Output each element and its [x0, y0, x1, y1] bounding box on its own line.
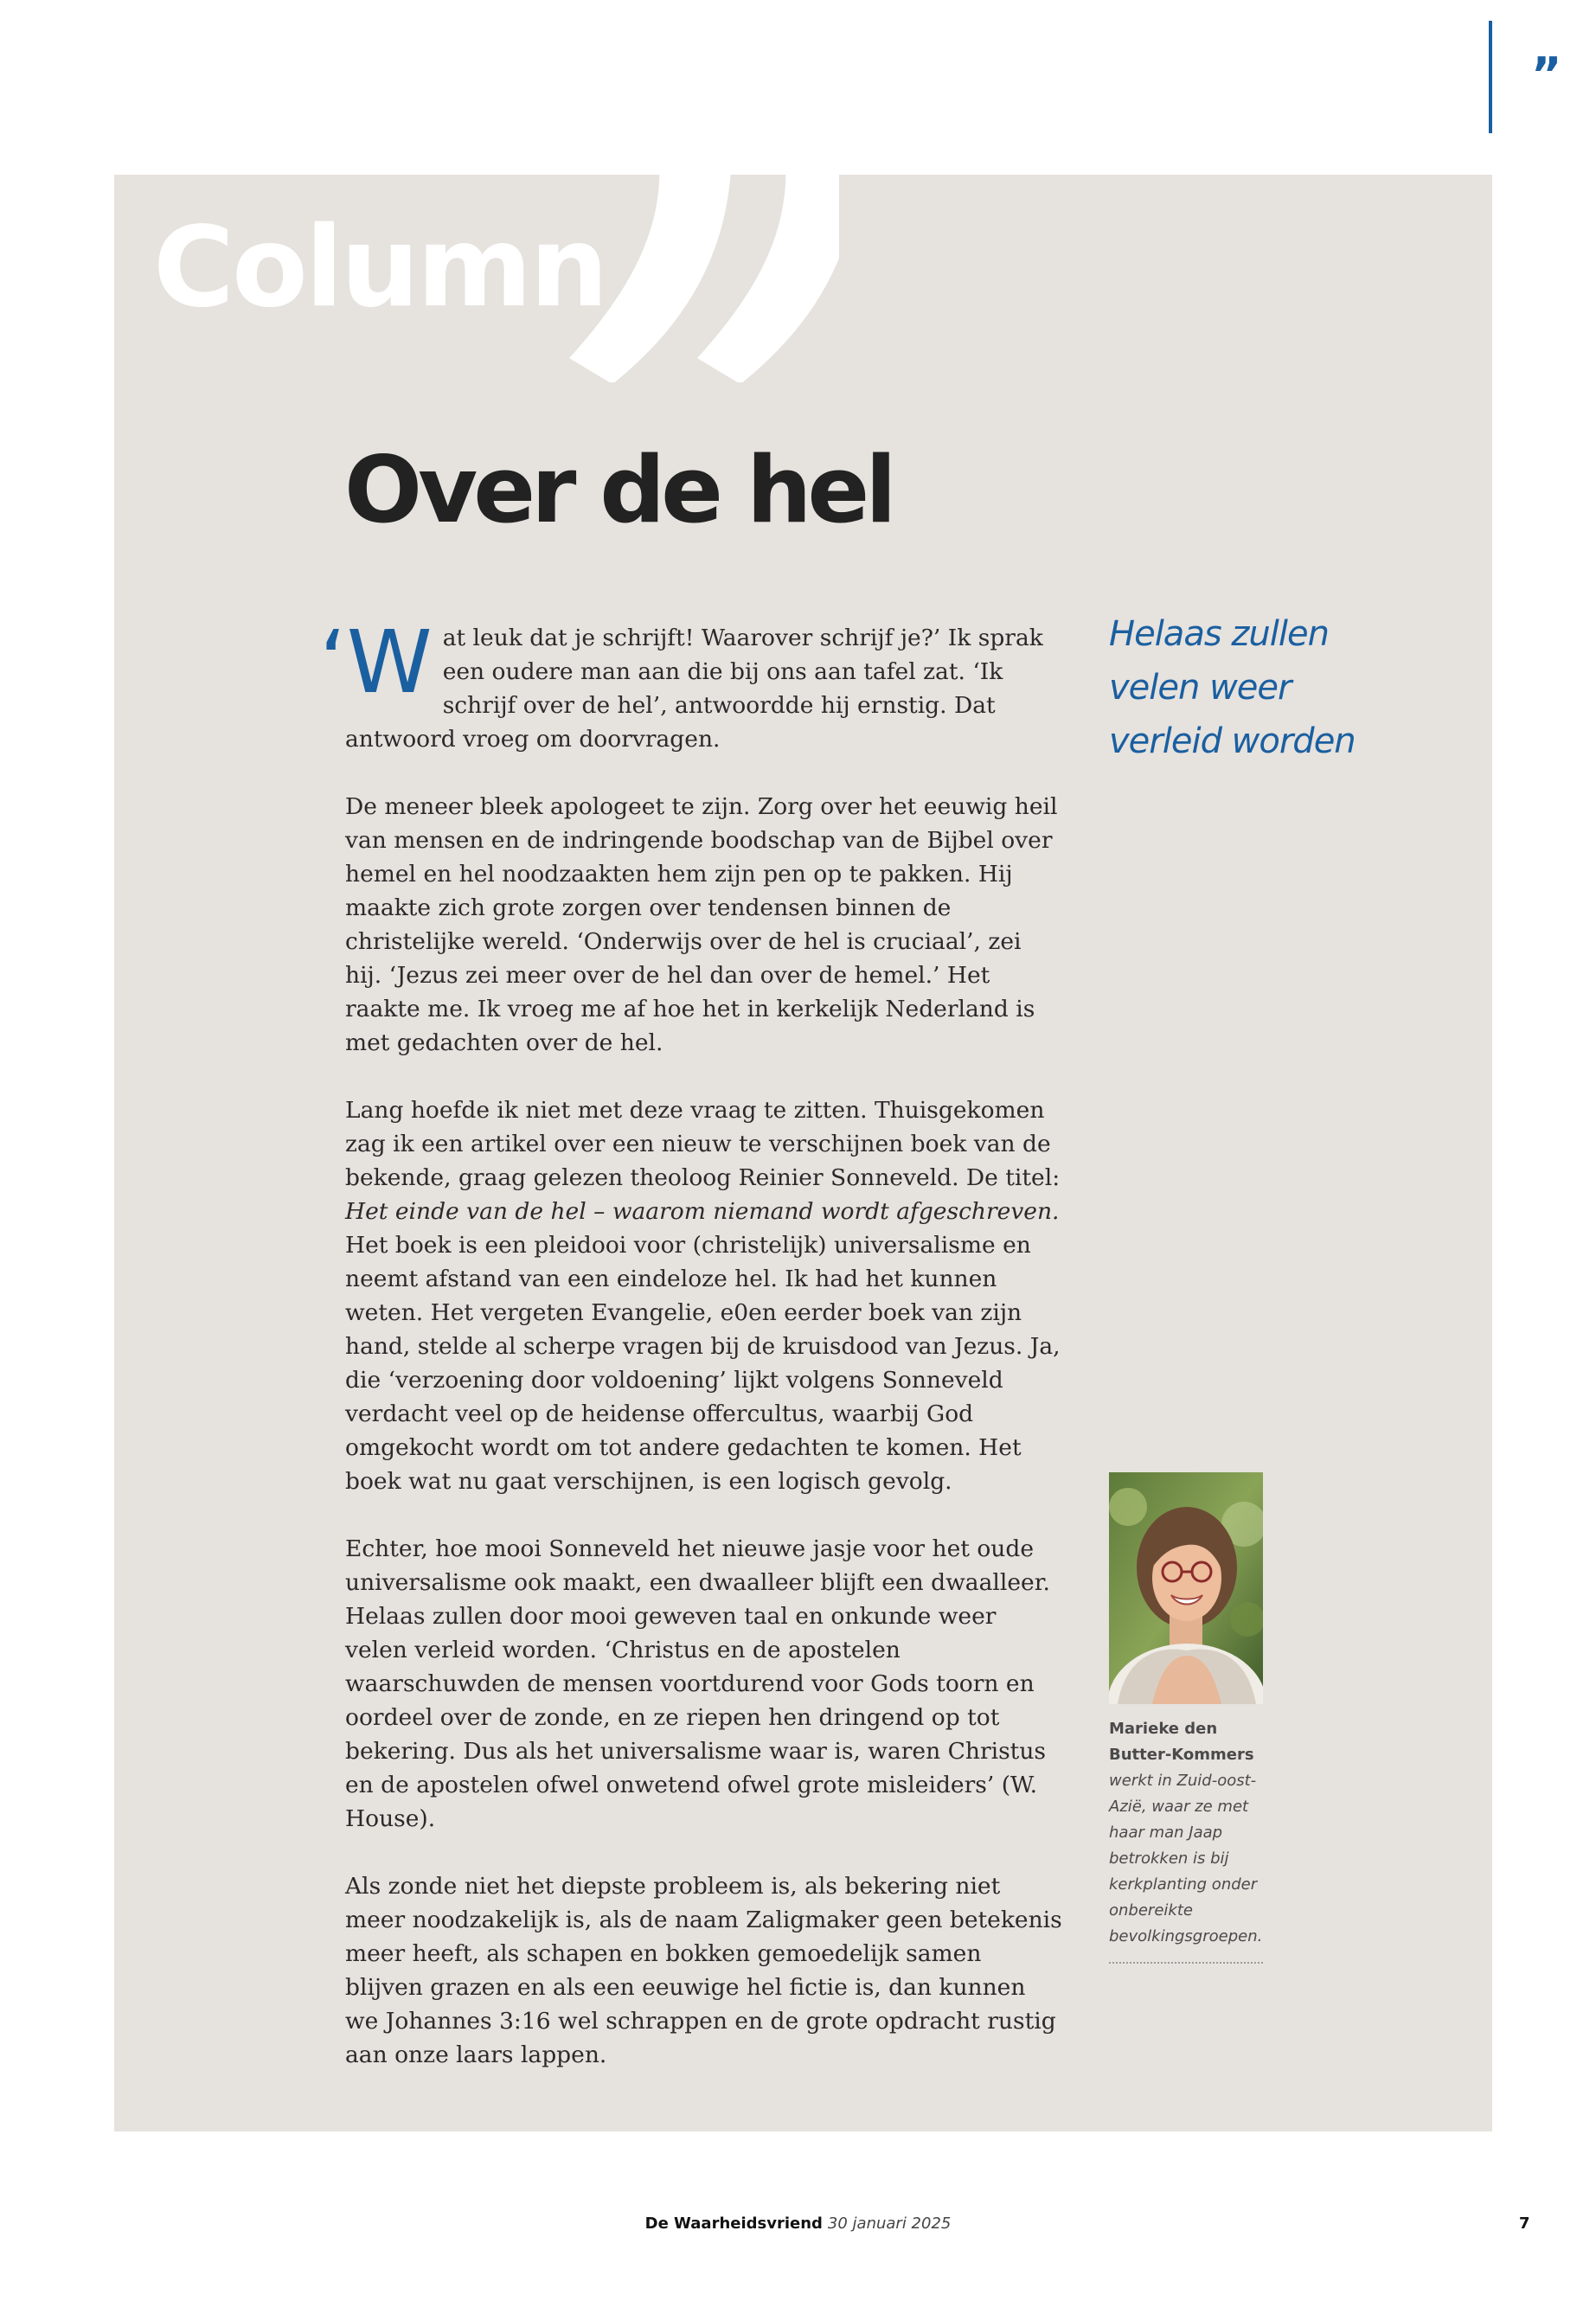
- issue-date: 30 januari 2025: [827, 2214, 952, 2233]
- intro-paragraph: ‘W at leuk dat je schrijft! Waarover schrijf je?’ Ik sprak een oudere man aan die bij ons aan tafel zat. ‘Ik schrijf over de hel’, antwoordde hij ernstig. Dat antwoord vroeg om doorvragen.: [319, 612, 1043, 753]
- author-description: werkt in Zuid-oost-Azië, waar ze met haar man Jaap betrokken is bij kerkplanting onder onbereikte bevolkingsgroepen.: [1109, 1772, 1263, 1945]
- body-paragraph: De meneer bleek apologeet te zijn. Zorg over het eeuwig heil van mensen en de indringende boodschap van de Bijbel over hemel en hel noodzaakten hem zijn pen op te pakken. Hij maakte zich grote zorgen over tendensen binnen de christelijke wereld. ‘Onderwijs over de hel is cruciaal’, zei hij. ‘Jezus zei meer over de hel dan over de hemel.’ Het raakte me. Ik vroeg me af hoe het in kerkelijk Nederland is met gedachten over de hel.: [345, 793, 1058, 1056]
- article-body: [319, 612, 1063, 2106]
- corner-rule: [1489, 21, 1492, 133]
- author-name: Marieke den Butter-Kommers: [1109, 1720, 1254, 1764]
- body-paragraph: Echter, hoe mooi Sonneveld het nieuwe jasje voor het oude universalisme ook maakt, een dwaalleer blijft een dwaalleer. Helaas zullen door mooi geweven taal en onkunde weer velen verleid worden. ‘Christus en de apostelen waarschuwden de mensen voortdurend voor Gods toorn en oordeel over de zonde, en ze riepen hen dringend op tot bekering. Dus als het universalisme waar is, waren Christus en de apostelen ofwel onwetend ofwel grote misleiders’ (W. House).: [345, 1535, 1050, 1832]
- pull-quote: Helaas zullen velen weer verleid worden: [1109, 614, 1356, 761]
- bio-divider: [1109, 1962, 1263, 1964]
- page-footer: [0, 2214, 1596, 2233]
- article-title: Over de hel: [344, 437, 893, 543]
- drop-cap: ‘W: [319, 612, 433, 713]
- corner-quote-mark: ”: [1531, 48, 1562, 102]
- publication-name: De Waarheidsvriend: [644, 2214, 823, 2233]
- body-paragraph: Als zonde niet het diepste probleem is, als bekering niet meer noodzakelijk is, als de naam Zaligmaker geen betekenis meer heeft, als schapen en bokken gemoedelijk samen blijven grazen en als een eeuwige hel fictie is, dan kunnen we Johannes 3:16 wel schrappen en de grote opdracht rustig aan onze laars lappen.: [345, 1873, 1062, 2068]
- book-title: Het einde van de hel – waarom niemand wordt afgeschreven.: [345, 1198, 1060, 1225]
- author-photo: [1109, 1472, 1263, 1704]
- author-bio: [1109, 1716, 1265, 1950]
- column-panel: [114, 175, 1492, 2131]
- body-paragraph: Lang hoefde ik niet met deze vraag te zitten. Thuisgekomen zag ik een artikel over een nieuw te verschijnen boek van de bekende, graag gelezen theoloog Reinier Sonneveld. De titel: Het einde van de hel – waarom niemand wordt afgeschreven. Het boek is een pleidooi voor (christelijk) universalisme en neemt afstand van een eindeloze hel. Ik had het kunnen weten. Het vergeten Evangelie, e0en eerder boek van zijn hand, stelde al scherpe vragen bij de kruisdood van Jezus. Ja, die ‘verzoening door voldoening’ lijkt volgens Sonneveld verdacht veel op de heidense offercultus, waarbij God omgekocht wordt om tot andere gedachten te komen. Het boek wat nu gaat verschijnen, is een logisch gevolg.: [345, 1097, 1061, 1495]
- page-number: 7: [1519, 2214, 1530, 2233]
- section-label: Column: [153, 203, 606, 332]
- quote-mark-icon: [528, 175, 839, 382]
